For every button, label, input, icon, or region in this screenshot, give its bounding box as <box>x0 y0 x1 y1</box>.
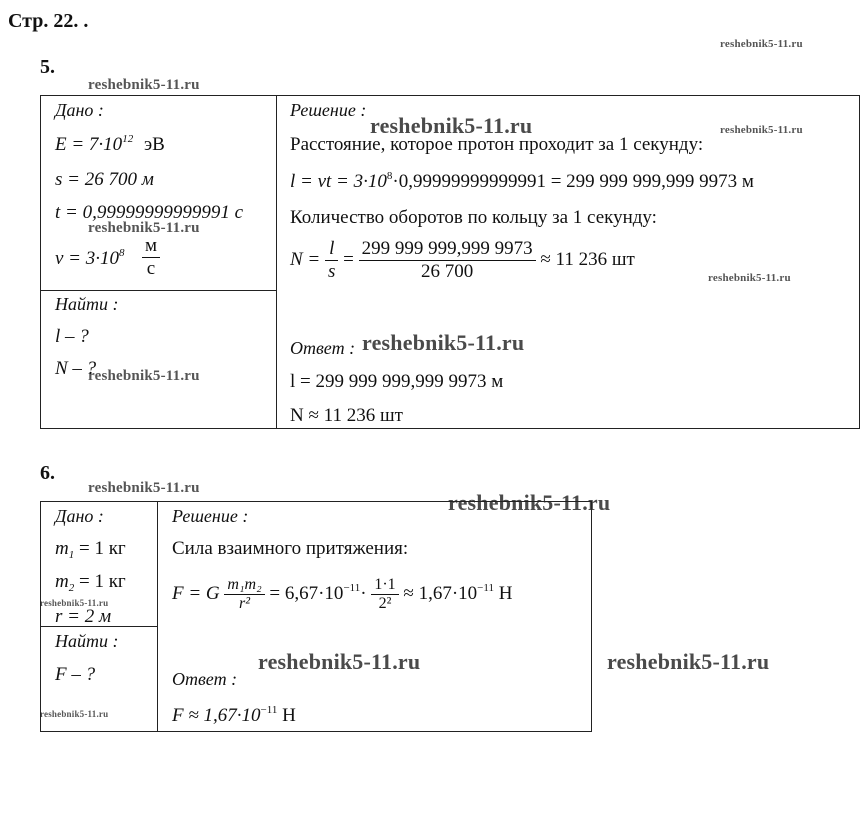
watermark: reshebnik5-11.ru <box>40 598 109 608</box>
given-mass-2: $m_2 = 1$ кг <box>55 571 126 594</box>
given-length: s = 26 700 м <box>55 169 154 190</box>
task-5-divider <box>276 95 277 428</box>
task-5-solution-header: Решение : <box>290 100 367 120</box>
watermark: reshebnik5-11.ru <box>40 709 109 719</box>
given-distance: r = 2 м <box>55 606 112 627</box>
task-6-answer-header: Ответ : <box>172 669 238 689</box>
force-text: Сила взаимного притяжения: <box>172 538 409 559</box>
force-formula: F = G $\frac{\text{m₁m₂}}{\text{r²}}$ = $6,67\cdot 10^{-11}\cdot$ $\frac{1\cdot 1}{\text{2²}}$ ≈ $1,67\cdot 10^{-11}$ Н <box>172 576 513 612</box>
task-6-table <box>40 501 592 732</box>
task-5-given-header: Дано : <box>55 100 104 120</box>
distance-formula: l = vt = $3\cdot 10^8\cdot 0,99999999999991 = 299$ 999 999,999 9973 м <box>290 170 754 192</box>
watermark: reshebnik5-11.ru <box>88 368 200 384</box>
watermark: reshebnik5-11.ru <box>370 113 533 138</box>
find-turns: N – ? <box>55 358 97 379</box>
answer-force: $F \approx 1,67\cdot 10^{-11}$ Н <box>172 704 296 726</box>
task-5-answer-header: Ответ : <box>290 338 356 358</box>
watermark: reshebnik5-11.ru <box>88 480 200 496</box>
watermark: reshebnik5-11.ru <box>88 220 200 236</box>
turns-formula: N = $\frac{l}{s}$ = $\frac{299 999 999,999 9973}{26 700}$ ≈ 11 236 шт <box>290 238 635 282</box>
task-6-number: 6. <box>40 462 55 484</box>
given-speed-unit: $\frac{м}{с}$ <box>142 235 160 280</box>
distance-text: Расстояние, которое протон проходит за 1 секунду: <box>290 134 704 155</box>
task-5-find-header: Найти : <box>55 294 119 314</box>
task-6-given-header: Дано : <box>55 506 104 526</box>
watermark: reshebnik5-11.ru <box>720 124 803 136</box>
task-6-find-header: Найти : <box>55 631 119 651</box>
given-mass-1: $m_1 = 1$ кг <box>55 538 126 561</box>
given-time: t = 0,99999999999991 с <box>55 202 244 223</box>
watermark: reshebnik5-11.ru <box>362 330 525 355</box>
watermark: reshebnik5-11.ru <box>720 38 803 50</box>
task-6-solution-header: Решение : <box>172 506 249 526</box>
watermark: reshebnik5-11.ru <box>88 77 200 93</box>
find-force: F – ? <box>55 664 96 685</box>
watermark: reshebnik5-11.ru <box>448 490 611 515</box>
watermark: reshebnik5-11.ru <box>258 649 421 674</box>
given-energy: $E = 7\cdot 10^{12}$ эВ <box>55 133 165 155</box>
task-5-number: 5. <box>40 56 55 78</box>
page-title: Стр. 22. . <box>8 10 89 32</box>
task-6-divider <box>157 501 158 731</box>
answer-turns: N ≈ 11 236 шт <box>290 405 403 426</box>
turns-text: Количество оборотов по кольцу за 1 секунду: <box>290 207 657 228</box>
task-5-given-divider <box>40 290 276 291</box>
find-length: l – ? <box>55 326 89 347</box>
answer-length: l = 299 999 999,999 9973 м <box>290 371 504 392</box>
watermark: reshebnik5-11.ru <box>607 649 770 674</box>
given-speed: $v = 3\cdot 10^8$ <box>55 247 125 269</box>
watermark: reshebnik5-11.ru <box>708 272 791 284</box>
